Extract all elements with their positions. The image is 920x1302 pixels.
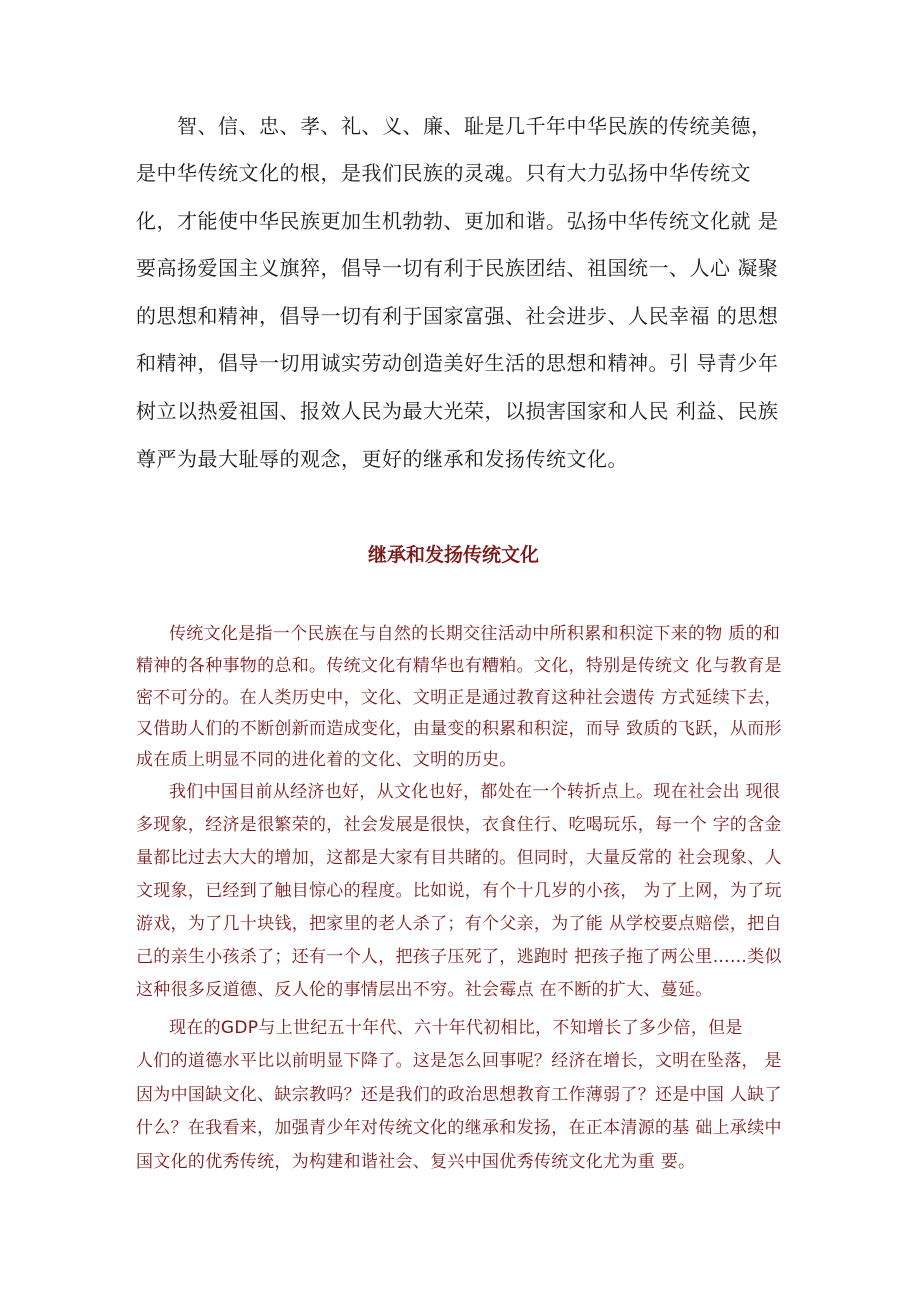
- body-line: 游戏，为了几十块钱，把家里的老人杀了；有个父亲，为了能 从学校要点赔偿，把自: [136, 914, 782, 934]
- body-line: 因为中国缺文化、缺宗教吗？还是我们的政治思想教育工作薄弱了？还是中国 人缺了: [136, 1085, 782, 1105]
- intro-line: 要高扬爱国主义旗猝，倡导一切有利于民族团结、祖国统一、人心 凝聚: [136, 256, 779, 280]
- intro-line: 化，才能使中华民族更加生机勃勃、更加和谐。弘扬中华传统文化就 是: [136, 209, 779, 233]
- intro-line: 智、信、忠、孝、礼、义、廉、耻是几千年中华民族的传统美德，: [177, 114, 772, 138]
- body-line: 多现象，经济是很繁荣的，社会发展是很快，衣食住行、吃喝玩乐，每一个 字的含金: [136, 815, 782, 835]
- intro-line: 是中华传统文化的根，是我们民族的灵魂。只有大力弘扬中华传统文: [136, 161, 751, 185]
- body-line: 文现象，已经到了触目惊心的程度。比如说，有个十几岁的小孩， 为了上网，为了玩: [136, 881, 782, 901]
- body-line: 成在质上明显不同的进化着的文化、文明的历史。: [136, 750, 517, 770]
- body-line: 人们的道德水平比以前明显下降了。这是怎么回事呢？经济在增长，文明在坠落， 是: [136, 1051, 782, 1071]
- body-line: 这种很多反道德、反人伦的事情层出不穷。社会霉点 在不断的扩大、蔓延。: [136, 980, 713, 1000]
- body-line: 我们中国目前从经济也好，从文化也好，都处在一个转折点上。现在社会出 现很: [169, 782, 781, 802]
- body-line: 现在的GDP与上世纪五十年代、六十年代初相比，不知增长了多少倍，但是: [169, 1018, 743, 1038]
- intro-line: 树立以热爱祖国、报效人民为最大光荣，以损害国家和人民 利益、民族: [136, 399, 779, 423]
- body-line: 什么？在我看来，加强青少年对传统文化的继承和发扬，在正本清源的基 础上承续中: [136, 1118, 782, 1138]
- body-line: 精神的各种事物的总和。传统文化有精华也有糟粕。文化，特别是传统文 化与教育是: [136, 656, 782, 676]
- body-line: 己的亲生小孩杀了；还有一个人，把孩子压死了，逃跑时 把孩子拖了两公里……类似: [136, 947, 782, 967]
- body-line: 国文化的优秀传统，为构建和谐社会、复兴中国优秀传统文化尤为重 要。: [136, 1152, 696, 1172]
- section-title: 继承和发扬传统文化: [368, 544, 540, 566]
- intro-line: 尊严为最大耻辱的观念，更好的继承和发扬传统文化。: [136, 447, 628, 471]
- body-line: 又借助人们的不断创新而造成变化，由量变的积累和积淀，而导 致质的飞跃，从而形: [136, 719, 782, 739]
- body-line: 传统文化是指一个民族在与自然的长期交往活动中所积累和积淀下来的物 质的和: [169, 624, 781, 644]
- intro-line: 和精神，倡导一切用诚实劳动创造美好生活的思想和精神。引 导青少年: [136, 351, 779, 375]
- intro-line: 的思想和精神，倡导一切有利于国家富强、社会进步、人民幸福 的思想: [136, 304, 779, 328]
- body-line: 密不可分的。在人类历史中，文化、文明正是通过教育这种社会遗传 方式延续下去，: [136, 688, 782, 708]
- body-line: 量都比过去大大的增加，这都是大家有目共睹的。但同时，大量反常的 社会现象、人: [136, 848, 782, 868]
